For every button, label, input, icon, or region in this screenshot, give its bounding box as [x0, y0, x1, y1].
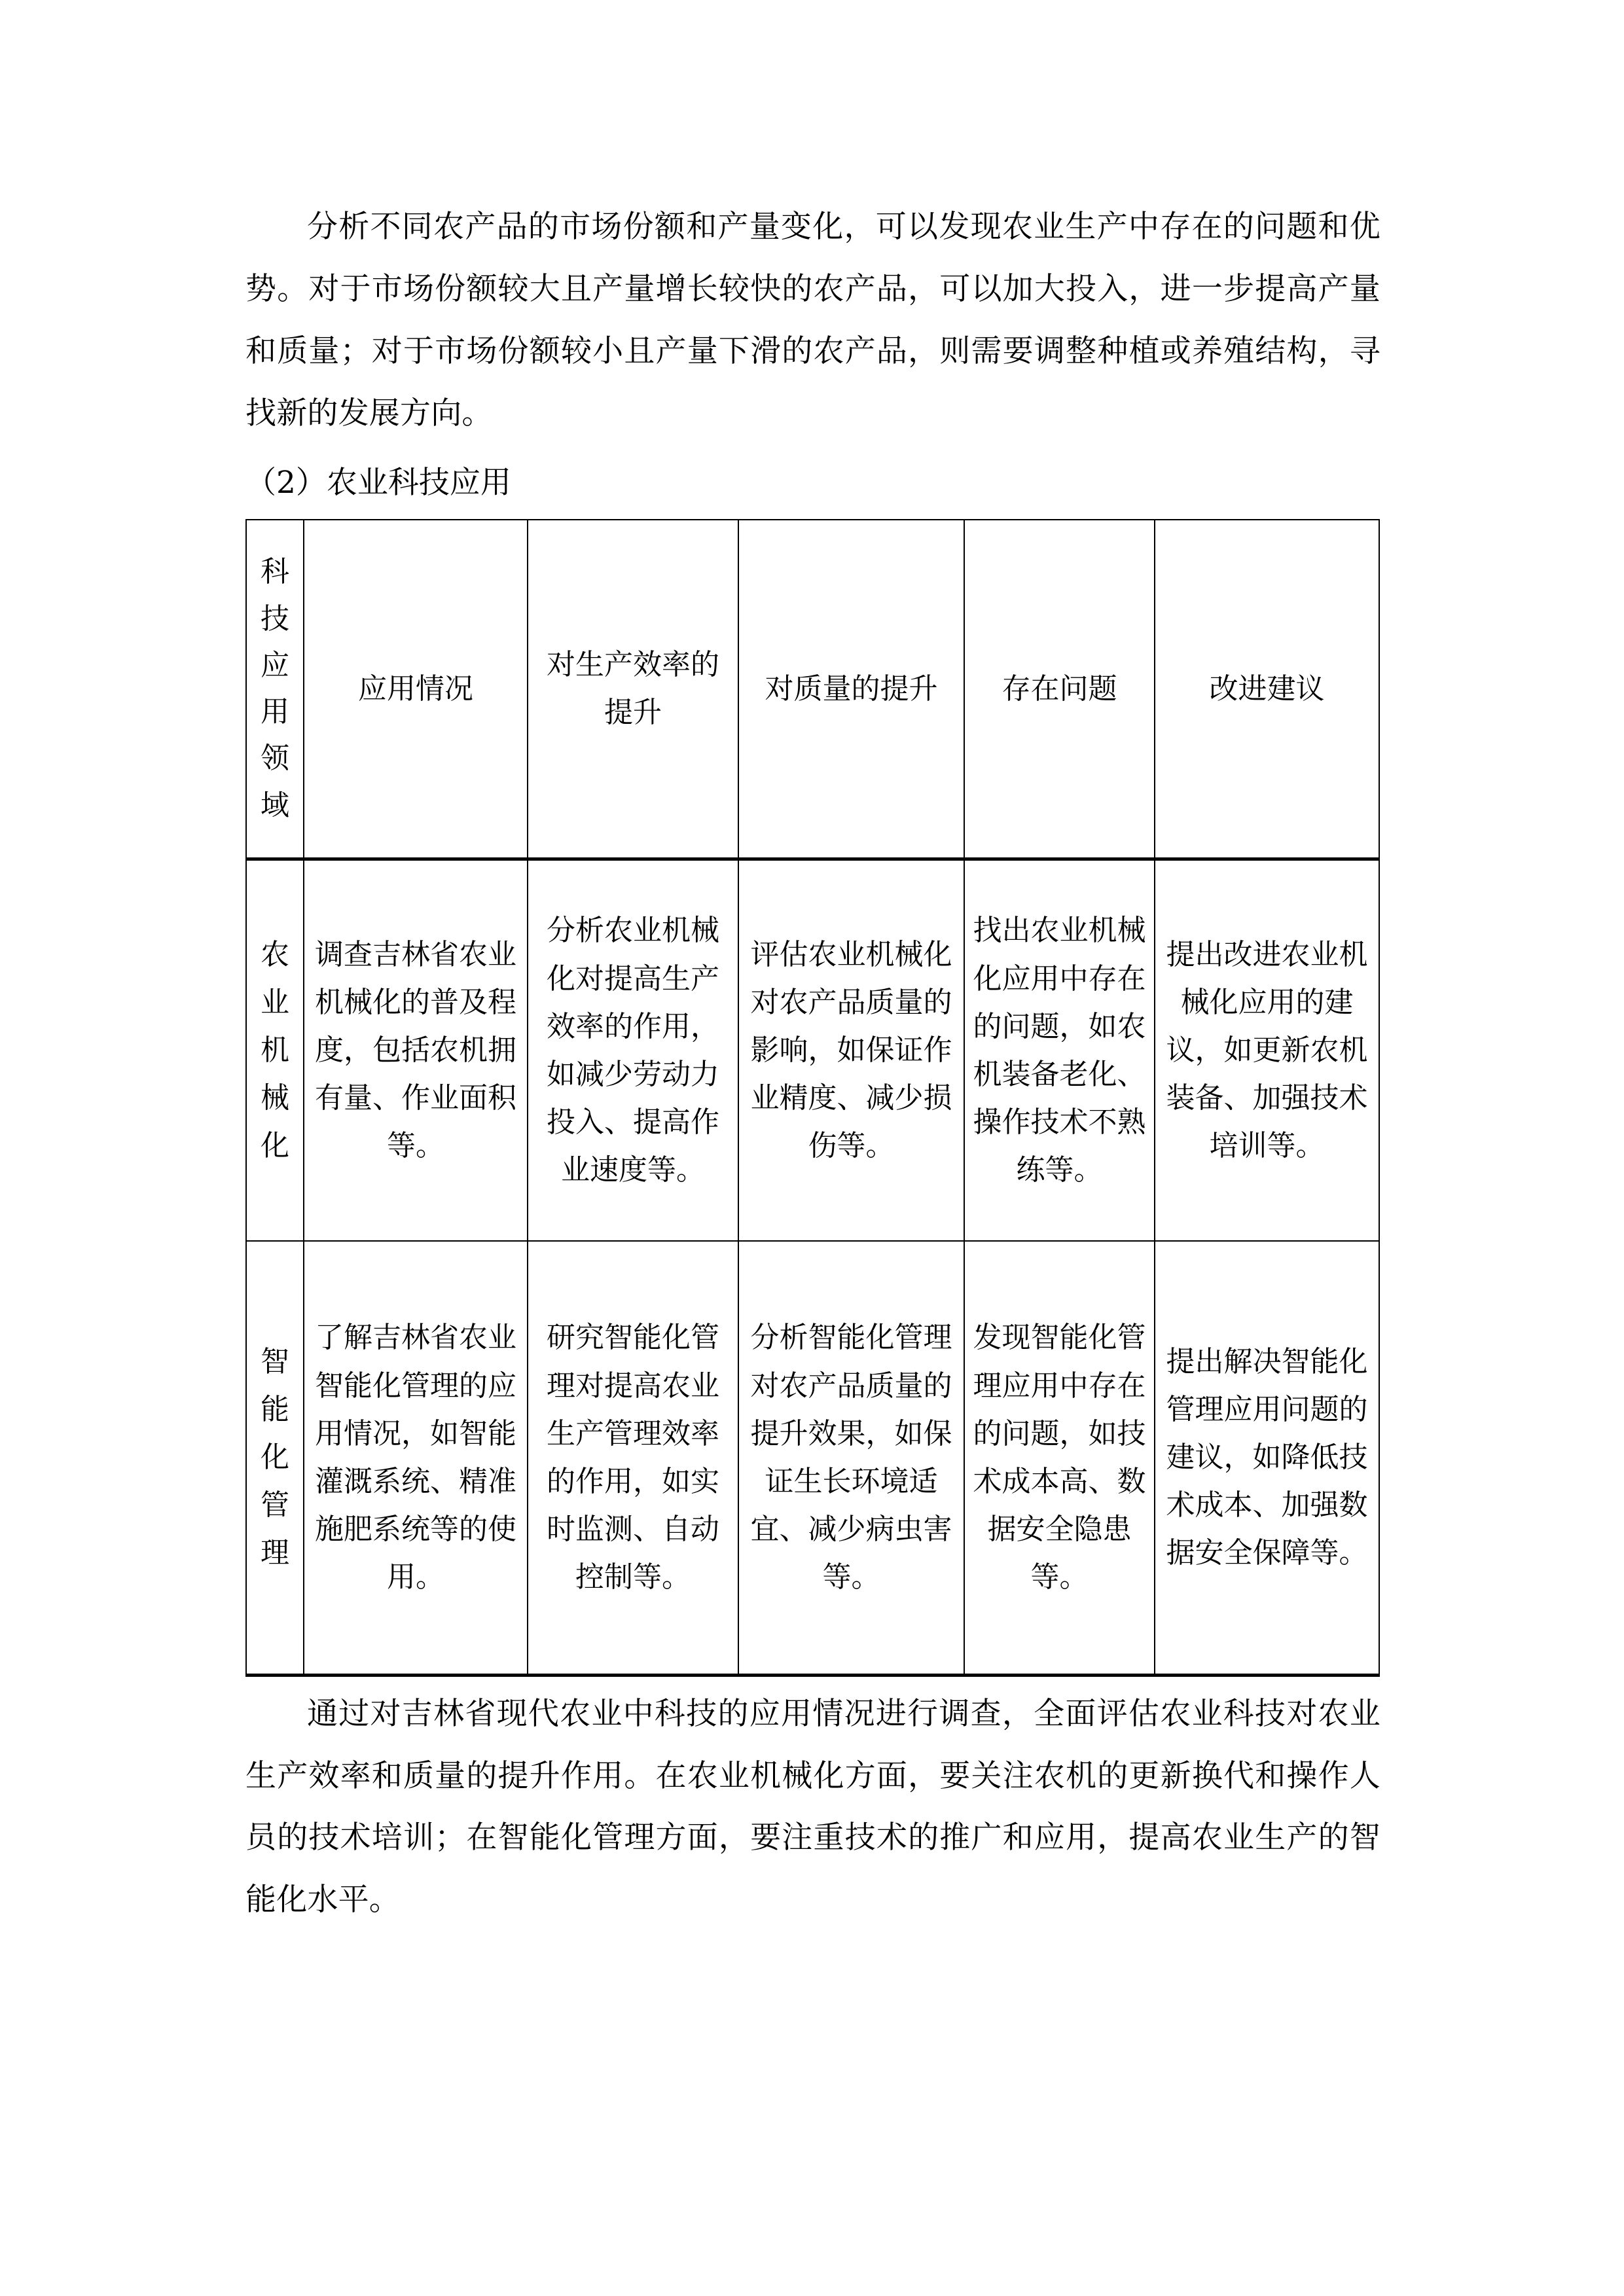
- header-label-efficiency: 对生产效率的提升: [547, 648, 719, 730]
- header-cell-problems: [964, 520, 1155, 859]
- cell-application: [304, 859, 528, 1241]
- header-label-suggestions: 改进建议: [1209, 672, 1325, 706]
- cell-application: [304, 1241, 528, 1676]
- cell-text-field: 智能化管理: [261, 1345, 289, 1570]
- header-label-field: 科技应用领域: [261, 555, 289, 822]
- cell-text-quality: 评估农业机械化对农产品质量的影响，如保证作业精度、减少损伤等。: [750, 938, 952, 1163]
- cell-efficiency: [528, 859, 738, 1241]
- header-cell-efficiency: [528, 520, 738, 859]
- header-cell-field: [246, 520, 304, 859]
- cell-text-problems: 找出农业机械化应用中存在的问题，如农机装备老化、操作技术不熟练等。: [973, 914, 1146, 1187]
- cell-text-efficiency: 研究智能化管理对提高农业生产管理效率的作用，如实时监测、自动控制等。: [547, 1321, 719, 1594]
- header-label-quality: 对质量的提升: [765, 672, 938, 706]
- header-cell-application: [304, 520, 528, 859]
- cell-problems: [964, 1241, 1155, 1676]
- section-heading: （2）农业科技应用: [245, 464, 511, 501]
- cell-text-efficiency: 分析农业机械化对提高生产效率的作用，如减少劳动力投入、提高作业速度等。: [547, 914, 719, 1187]
- cell-quality: [738, 859, 964, 1241]
- header-cell-suggestions: [1155, 520, 1379, 859]
- cell-text-suggestions: 提出改进农业机械化应用的建议，如更新农机装备、加强技术培训等。: [1166, 938, 1368, 1163]
- intro-paragraph: 分析不同农产品的市场份额和产量变化，可以发现农业生产中存在的问题和优势。对于市场份额较大且产量增长较快的农产品，可以加大投入，进一步提高产量和质量；对于市场份额较小且产量下滑的农产品，则需要调整种植或养殖结构，寻找新的发展方向。: [245, 209, 1380, 431]
- table-row: [246, 1241, 1379, 1676]
- cell-text-quality: 分析智能化管理对农产品质量的提升效果，如保证生长环境适宜、减少病虫害等。: [750, 1321, 952, 1594]
- cell-suggestions: [1155, 859, 1379, 1241]
- cell-quality: [738, 1241, 964, 1676]
- cell-text-application: 调查吉林省农业机械化的普及程度，包括农机拥有量、作业面积等。: [315, 938, 516, 1163]
- cell-text-problems: 发现智能化管理应用中存在的问题，如技术成本高、数据安全隐患等。: [973, 1321, 1146, 1594]
- cell-text-application: 了解吉林省农业智能化管理的应用情况，如智能灌溉系统、精准施肥系统等的使用。: [315, 1321, 516, 1594]
- table-header-row: [246, 520, 1379, 859]
- table-row: [246, 859, 1379, 1241]
- cell-field: [246, 1241, 304, 1676]
- cell-text-suggestions: 提出解决智能化管理应用问题的建议，如降低技术成本、加强数据安全保障等。: [1166, 1345, 1368, 1570]
- header-label-problems: 存在问题: [1001, 672, 1117, 706]
- cell-text-field: 农业机械化: [261, 938, 289, 1163]
- header-label-application: 应用情况: [358, 672, 473, 706]
- agri-tech-table: [245, 519, 1380, 1677]
- cell-field: [246, 859, 304, 1241]
- cell-efficiency: [528, 1241, 738, 1676]
- conclusion-paragraph: 通过对吉林省现代农业中科技的应用情况进行调查，全面评估农业科技对农业生产效率和质量的提升作用。在农业机械化方面，要关注农机的更新换代和操作人员的技术培训；在智能化管理方面，要注重技术的推广和应用，提高农业生产的智能化水平。: [245, 1695, 1380, 1918]
- cell-suggestions: [1155, 1241, 1379, 1676]
- header-cell-quality: [738, 520, 964, 859]
- cell-problems: [964, 859, 1155, 1241]
